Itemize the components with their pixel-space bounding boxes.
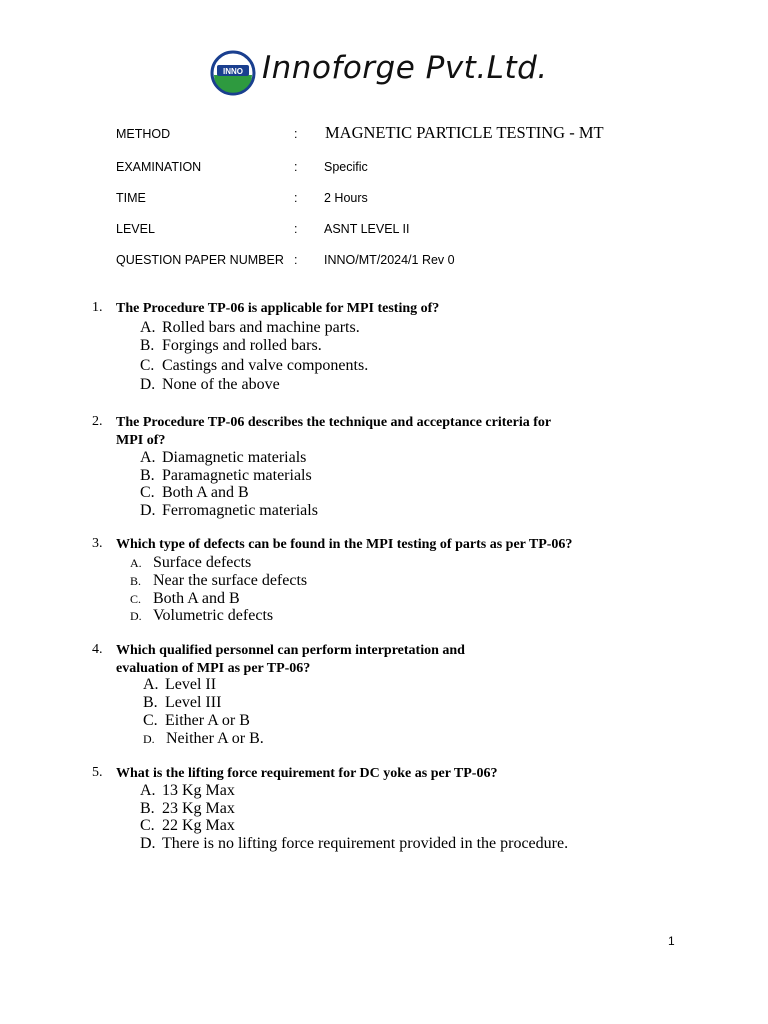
meta-label: LEVEL [116,222,155,236]
option-text: Level II [165,676,217,693]
meta-label: EXAMINATION [116,160,202,174]
answer-option [130,554,251,572]
option-letter: B. [140,800,155,817]
answer-option [140,817,235,835]
meta-colon: : [294,127,298,141]
answer-option [140,449,306,467]
option-text: None of the above [162,376,280,393]
question-text [116,642,636,678]
option-text: 22 Kg Max [162,817,235,834]
answer-option [140,484,249,502]
answer-option [140,467,312,485]
option-letter: A. [140,319,156,336]
meta-label: QUESTION PAPER NUMBER [116,253,284,267]
option-letter: A. [143,676,159,693]
option-letter: D. [130,609,142,623]
question-text [116,765,636,783]
option-letter: A. [140,782,156,799]
question-number: 5. [92,765,103,780]
meta-value: INNO/MT/2024/1 Rev 0 [324,253,455,267]
answer-option [140,800,235,818]
question-text-line: MPI of? [116,433,166,448]
meta-label: TIME [116,191,146,205]
option-letter: D. [140,502,156,519]
option-letter: A. [130,556,142,570]
option-letter: B. [130,574,142,588]
option-text: There is no lifting force requirement provided in the procedure. [162,835,569,852]
answer-option [130,590,240,608]
question-text [116,536,636,554]
option-text: 23 Kg Max [162,800,235,817]
answer-option [140,357,368,375]
option-letter: D. [140,376,156,393]
question-number: 1. [92,300,103,315]
option-letter: C. [140,817,155,834]
option-text: Both A and B [162,484,249,501]
answer-option [130,607,273,625]
question-text [116,300,636,318]
question-text-line: The Procedure TP-06 is applicable for MPI testing of? [116,301,440,316]
meta-colon: : [294,253,298,267]
meta-colon: : [294,191,298,205]
question-number: 2. [92,414,103,429]
option-letter: D. [143,732,155,746]
answer-option [143,676,216,694]
option-text: Both A and B [153,590,240,607]
option-letter: C. [130,592,142,606]
question-text-line: The Procedure TP-06 describes the technique and acceptance criteria for [116,415,552,430]
option-text: Forgings and rolled bars. [162,337,322,354]
meta-value: 2 Hours [324,191,368,205]
question-number: 3. [92,536,103,551]
question-number: 4. [92,642,103,657]
option-letter: B. [140,337,155,354]
option-letter: C. [143,712,158,729]
inno-logo-icon [210,50,256,96]
option-letter: B. [143,694,158,711]
option-letter: A. [140,449,156,466]
meta-colon: : [294,222,298,236]
option-text: Either A or B [165,712,250,729]
question-text-line: Which type of defects can be found in the MPI testing of parts as per TP-06? [116,537,573,552]
option-letter: D. [140,835,156,852]
meta-colon: : [294,160,298,174]
option-letter: C. [140,357,155,374]
question-text-line: Which qualified personnel can perform interpretation and [116,643,465,658]
option-text: Diamagnetic materials [162,449,307,466]
question-text-line: evaluation of MPI as per TP-06? [116,661,311,676]
answer-option [130,572,307,590]
answer-option [143,730,264,748]
option-text: Ferromagnetic materials [162,502,318,519]
question-text-line: What is the lifting force requirement for DC yoke as per TP-06? [116,766,498,781]
meta-label: METHOD [116,127,171,141]
option-text: Castings and valve components. [162,357,369,374]
answer-option [140,319,360,337]
option-text: Volumetric defects [153,607,274,624]
option-text: Neither A or B. [166,730,264,747]
option-text: Near the surface defects [153,572,308,589]
question-text [116,414,636,450]
company-name: Innoforge Pvt.Ltd. [262,50,548,86]
answer-option [140,782,235,800]
answer-option [140,376,280,394]
option-text: Paramagnetic materials [162,467,312,484]
option-text: Level III [165,694,222,711]
meta-value: ASNT LEVEL II [324,222,410,236]
option-text: Surface defects [153,554,252,571]
meta-value: Specific [324,160,368,174]
answer-option [143,694,221,712]
answer-option [140,337,322,355]
option-letter: C. [140,484,155,501]
meta-value: MAGNETIC PARTICLE TESTING - MT [325,123,604,142]
logo-badge-text: INNO [223,67,243,76]
page-number: 1 [668,934,675,948]
answer-option [140,835,568,853]
answer-option [143,712,250,730]
option-text: 13 Kg Max [162,782,235,799]
company-logo [210,50,570,96]
option-letter: B. [140,467,155,484]
answer-option [140,502,318,520]
option-text: Rolled bars and machine parts. [162,319,360,336]
